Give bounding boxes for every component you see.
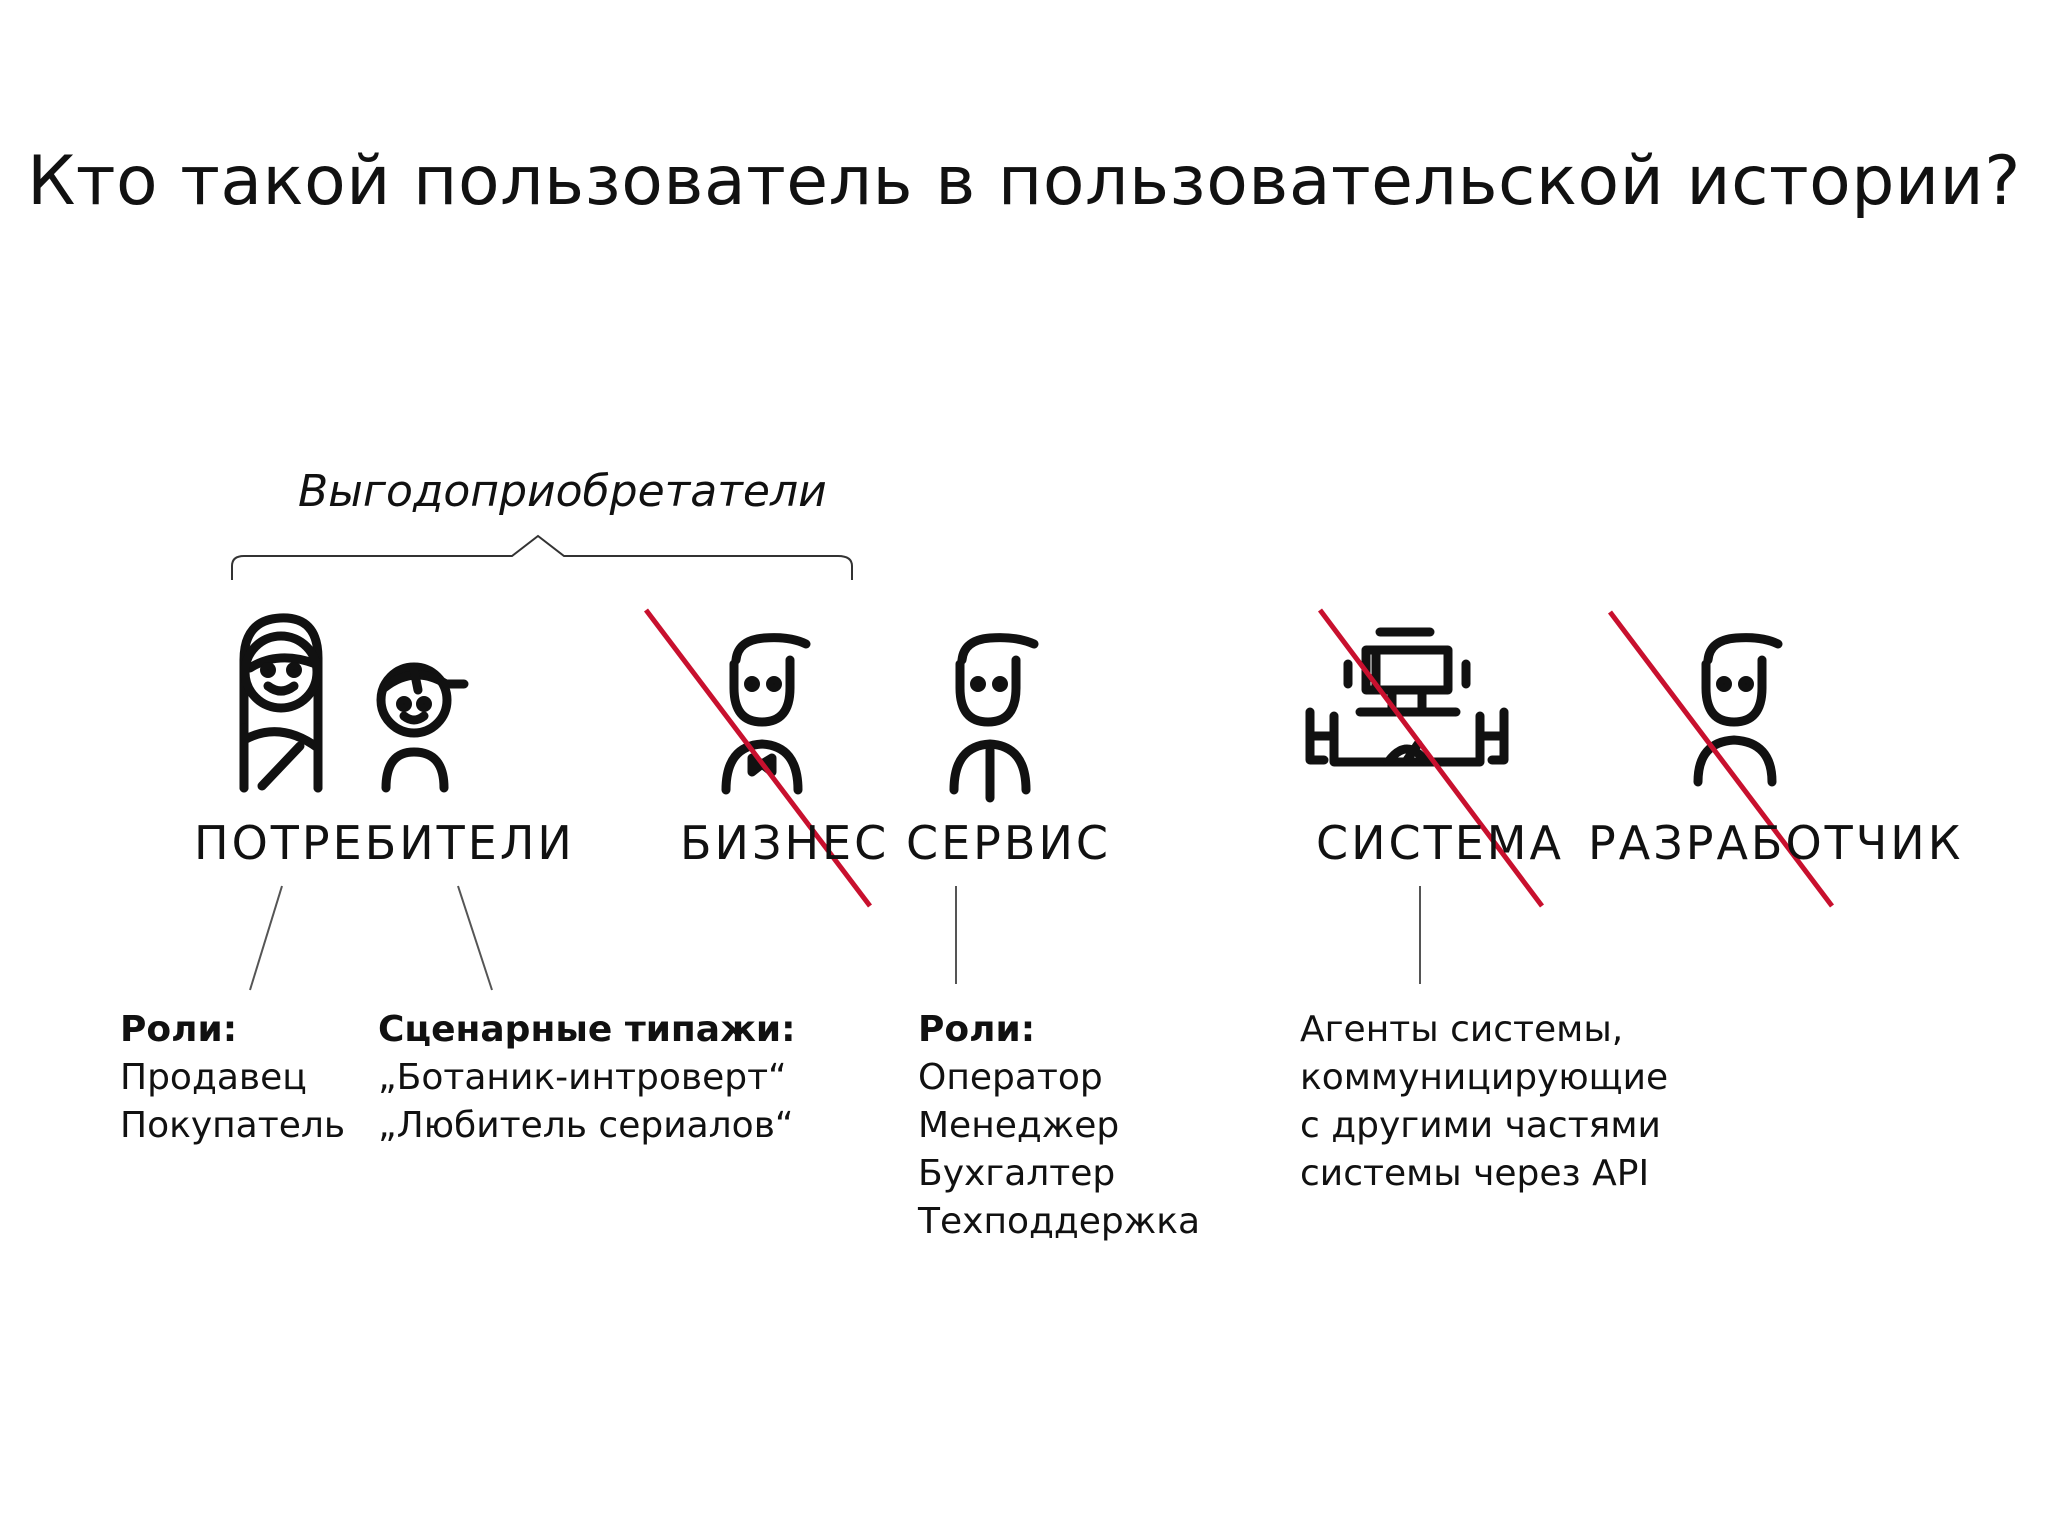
role-item: Продавец xyxy=(120,1057,307,1098)
personas-heading: Сценарные типажи: xyxy=(378,1009,796,1050)
system-agents-line: с другими частями xyxy=(1300,1105,1661,1146)
beneficiaries-brace xyxy=(232,536,852,580)
boy-with-cap-icon xyxy=(381,667,464,788)
label-consumers: ПОТРЕБИТЕЛИ xyxy=(194,816,575,870)
label-system: СИСТЕМА xyxy=(1316,816,1564,870)
man-with-tie-icon xyxy=(954,638,1034,798)
persona-item: „Любитель сериалов“ xyxy=(378,1105,794,1146)
beneficiaries-caption: Выгодоприобретатели xyxy=(298,466,827,517)
service-role-item: Оператор xyxy=(918,1057,1103,1098)
connector-roles xyxy=(250,886,282,990)
service-roles-block xyxy=(918,1006,1200,1246)
role-item: Покупатель xyxy=(120,1105,346,1146)
label-service: СЕРВИС xyxy=(906,816,1112,870)
label-developer: РАЗРАБОТЧИК xyxy=(1588,816,1964,870)
service-role-item: Менеджер xyxy=(918,1105,1120,1146)
service-role-item: Техподдержка xyxy=(918,1201,1201,1242)
label-business: БИЗНЕС xyxy=(680,816,890,870)
slide-title: Кто такой пользователь в пользовательской истории? xyxy=(27,142,2021,221)
consumer-roles-block xyxy=(120,1006,345,1150)
persona-item: „Ботаник-интроверт“ xyxy=(378,1057,787,1098)
consumer-roles-heading: Роли: xyxy=(120,1009,238,1050)
connector-personas xyxy=(458,886,492,990)
service-roles-heading: Роли: xyxy=(918,1009,1036,1050)
service-role-item: Бухгалтер xyxy=(918,1153,1116,1194)
system-agents-line: коммуницирующие xyxy=(1300,1057,1669,1098)
system-agents-line: системы через API xyxy=(1300,1153,1650,1194)
system-agents-line: Агенты системы, xyxy=(1300,1009,1624,1050)
man-icon xyxy=(1698,638,1778,782)
consumer-personas-block xyxy=(378,1006,796,1150)
woman-icon xyxy=(244,618,318,788)
robot-icon xyxy=(1310,632,1504,762)
system-agents-block xyxy=(1300,1006,1668,1198)
